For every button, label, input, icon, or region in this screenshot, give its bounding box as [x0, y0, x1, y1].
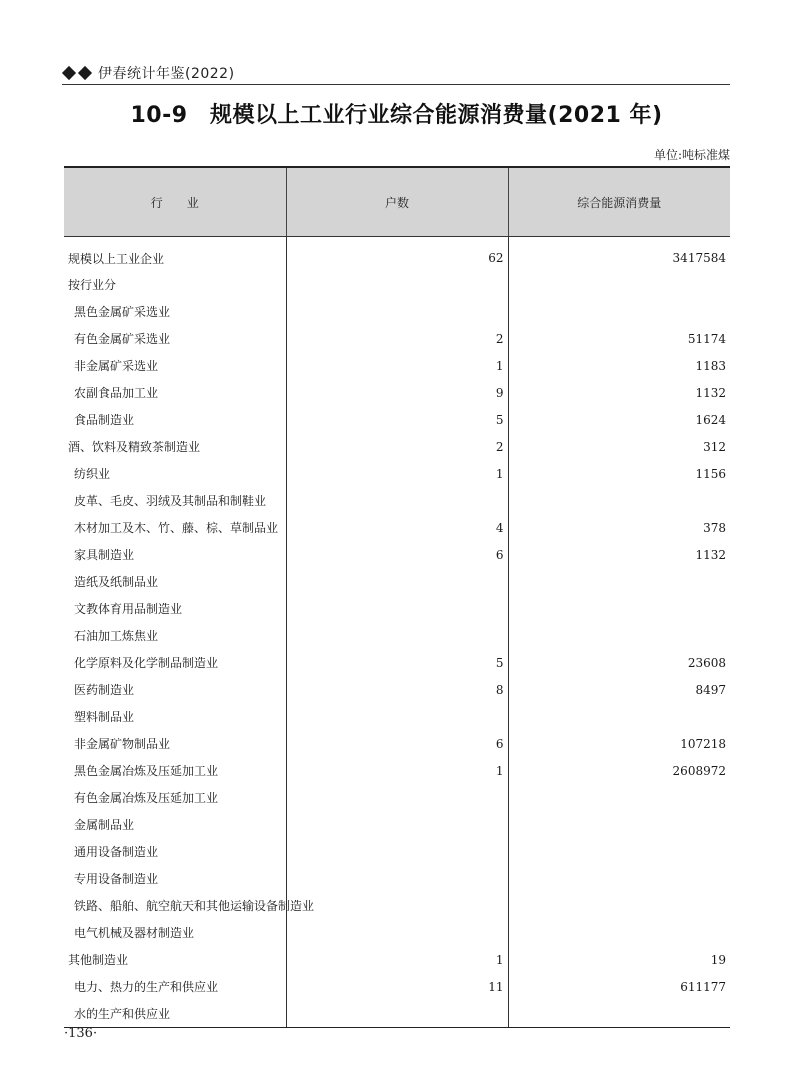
column-header-count: 户数: [286, 167, 508, 237]
enterprise-count-cell: [286, 838, 508, 865]
energy-consumption-cell: 1183: [508, 352, 730, 379]
enterprise-count-cell: [286, 1000, 508, 1028]
table-row: [64, 487, 730, 514]
table-row: [64, 757, 730, 784]
table-row: [64, 730, 730, 757]
enterprise-count-cell: 2: [286, 325, 508, 352]
enterprise-count-cell: 1: [286, 757, 508, 784]
table-row: [64, 973, 730, 1000]
industry-name-cell: 造纸及纸制品业: [74, 575, 159, 589]
industry-name-cell: 医药制造业: [74, 683, 135, 697]
table-row: [64, 352, 730, 379]
enterprise-count-cell: [286, 919, 508, 946]
table-row: [64, 838, 730, 865]
table-row: [64, 676, 730, 703]
table-row: [64, 622, 730, 649]
enterprise-count-cell: [286, 784, 508, 811]
energy-consumption-cell: [508, 811, 730, 838]
industry-name-cell: 非金属矿物制品业: [74, 737, 171, 751]
table-row: [64, 865, 730, 892]
table-row: [64, 433, 730, 460]
energy-consumption-cell: 107218: [508, 730, 730, 757]
running-header-title: 伊春统计年鉴(2022): [98, 66, 235, 82]
energy-consumption-cell: [508, 271, 730, 298]
energy-consumption-cell: [508, 622, 730, 649]
industry-name-cell: 规模以上工业企业: [68, 251, 165, 266]
table-row: [64, 919, 730, 946]
energy-consumption-cell: [508, 1000, 730, 1028]
energy-consumption-cell: [508, 568, 730, 595]
industry-name-cell: 纺织业: [74, 467, 111, 481]
energy-consumption-cell: 611177: [508, 973, 730, 1000]
enterprise-count-cell: 5: [286, 406, 508, 433]
energy-consumption-cell: 8497: [508, 676, 730, 703]
energy-consumption-table: [64, 166, 730, 1028]
industry-name-cell: 农副食品加工业: [74, 386, 159, 400]
enterprise-count-cell: [286, 298, 508, 325]
column-header-industry: 行 业: [64, 167, 286, 237]
enterprise-count-cell: 5: [286, 649, 508, 676]
enterprise-count-cell: 8: [286, 676, 508, 703]
energy-consumption-cell: 1156: [508, 460, 730, 487]
industry-name-cell: 家具制造业: [74, 548, 135, 562]
enterprise-count-cell: [286, 568, 508, 595]
table-row: [64, 460, 730, 487]
energy-consumption-cell: 2608972: [508, 757, 730, 784]
energy-consumption-cell: 19: [508, 946, 730, 973]
industry-name-cell: 铁路、船舶、航空航天和其他运输设备制造业: [74, 899, 315, 913]
table-row: [64, 595, 730, 622]
industry-name-cell: 塑料制品业: [74, 710, 135, 724]
diamond-bullets-icon: [62, 68, 92, 78]
industry-name-cell: 通用设备制造业: [74, 845, 159, 859]
industry-name-cell: 专用设备制造业: [74, 872, 159, 886]
industry-name-cell: 黑色金属矿采选业: [74, 305, 171, 319]
enterprise-count-cell: [286, 892, 508, 919]
enterprise-count-cell: 2: [286, 433, 508, 460]
enterprise-count-cell: 6: [286, 730, 508, 757]
table-row: [64, 298, 730, 325]
enterprise-count-cell: [286, 595, 508, 622]
table-row: [64, 271, 730, 298]
energy-consumption-cell: 1132: [508, 379, 730, 406]
energy-consumption-cell: [508, 919, 730, 946]
enterprise-count-cell: [286, 865, 508, 892]
energy-consumption-cell: [508, 784, 730, 811]
enterprise-count-cell: [286, 487, 508, 514]
table-row: [64, 703, 730, 730]
table-row: [64, 892, 730, 919]
enterprise-count-cell: 1: [286, 352, 508, 379]
energy-consumption-cell: 51174: [508, 325, 730, 352]
energy-consumption-cell: [508, 487, 730, 514]
industry-name-cell: 有色金属矿采选业: [74, 332, 171, 346]
table-row: [64, 325, 730, 352]
energy-consumption-cell: [508, 298, 730, 325]
industry-name-cell: 酒、饮料及精致茶制造业: [68, 440, 201, 454]
energy-consumption-cell: [508, 865, 730, 892]
industry-name-cell: 石油加工炼焦业: [74, 629, 159, 643]
table-row: [64, 379, 730, 406]
industry-name-cell: 食品制造业: [74, 413, 135, 427]
energy-consumption-cell: [508, 838, 730, 865]
industry-name-cell: 电气机械及器材制造业: [74, 926, 195, 940]
table-row: [64, 541, 730, 568]
energy-consumption-cell: 1624: [508, 406, 730, 433]
industry-name-cell: 按行业分: [68, 278, 117, 292]
energy-consumption-cell: 378: [508, 514, 730, 541]
enterprise-count-cell: [286, 622, 508, 649]
industry-name-cell: 水的生产和供应业: [64, 1000, 286, 1028]
running-header: [62, 62, 235, 84]
industry-name-cell: 其他制造业: [68, 953, 129, 967]
energy-consumption-cell: [508, 892, 730, 919]
industry-name-cell: 皮革、毛皮、羽绒及其制品和制鞋业: [74, 494, 267, 508]
enterprise-count-cell: 1: [286, 946, 508, 973]
page-title: 10-9 规模以上工业行业综合能源消费量(2021 年): [130, 103, 663, 128]
energy-consumption-cell: [508, 703, 730, 730]
enterprise-count-cell: [286, 271, 508, 298]
energy-consumption-cell: 3417584: [508, 237, 730, 272]
table-row: [64, 946, 730, 973]
enterprise-count-cell: [286, 811, 508, 838]
column-header-consumption: 综合能源消费量: [508, 167, 730, 237]
table-row: [64, 649, 730, 676]
enterprise-count-cell: [286, 703, 508, 730]
energy-consumption-cell: 1132: [508, 541, 730, 568]
industry-name-cell: 金属制品业: [74, 818, 135, 832]
energy-consumption-cell: 312: [508, 433, 730, 460]
industry-name-cell: 化学原料及化学制品制造业: [74, 656, 219, 670]
table-body: [64, 237, 730, 1028]
industry-name-cell: 有色金属冶炼及压延加工业: [74, 791, 219, 805]
enterprise-count-cell: 9: [286, 379, 508, 406]
energy-consumption-cell: 23608: [508, 649, 730, 676]
industry-name-cell: 木材加工及木、竹、藤、棕、草制品业: [74, 521, 279, 535]
page-number: ·136·: [64, 1026, 98, 1041]
table-row: [64, 406, 730, 433]
table-row: [64, 514, 730, 541]
enterprise-count-cell: 6: [286, 541, 508, 568]
industry-name-cell: 文教体育用品制造业: [74, 602, 183, 616]
energy-consumption-cell: [508, 595, 730, 622]
table-row: [64, 1000, 730, 1028]
unit-label: 单位:吨标准煤: [653, 148, 730, 162]
table-row: [64, 237, 730, 272]
table-row: [64, 568, 730, 595]
enterprise-count-cell: 4: [286, 514, 508, 541]
enterprise-count-cell: 62: [286, 237, 508, 272]
industry-name-cell: 电力、热力的生产和供应业: [74, 980, 219, 994]
table-row: [64, 811, 730, 838]
table-header-row: [64, 167, 730, 237]
industry-name-cell: 黑色金属冶炼及压延加工业: [74, 764, 219, 778]
table-row: [64, 784, 730, 811]
header-divider: [62, 84, 730, 85]
enterprise-count-cell: 11: [286, 973, 508, 1000]
enterprise-count-cell: 1: [286, 460, 508, 487]
industry-name-cell: 非金属矿采选业: [74, 359, 159, 373]
